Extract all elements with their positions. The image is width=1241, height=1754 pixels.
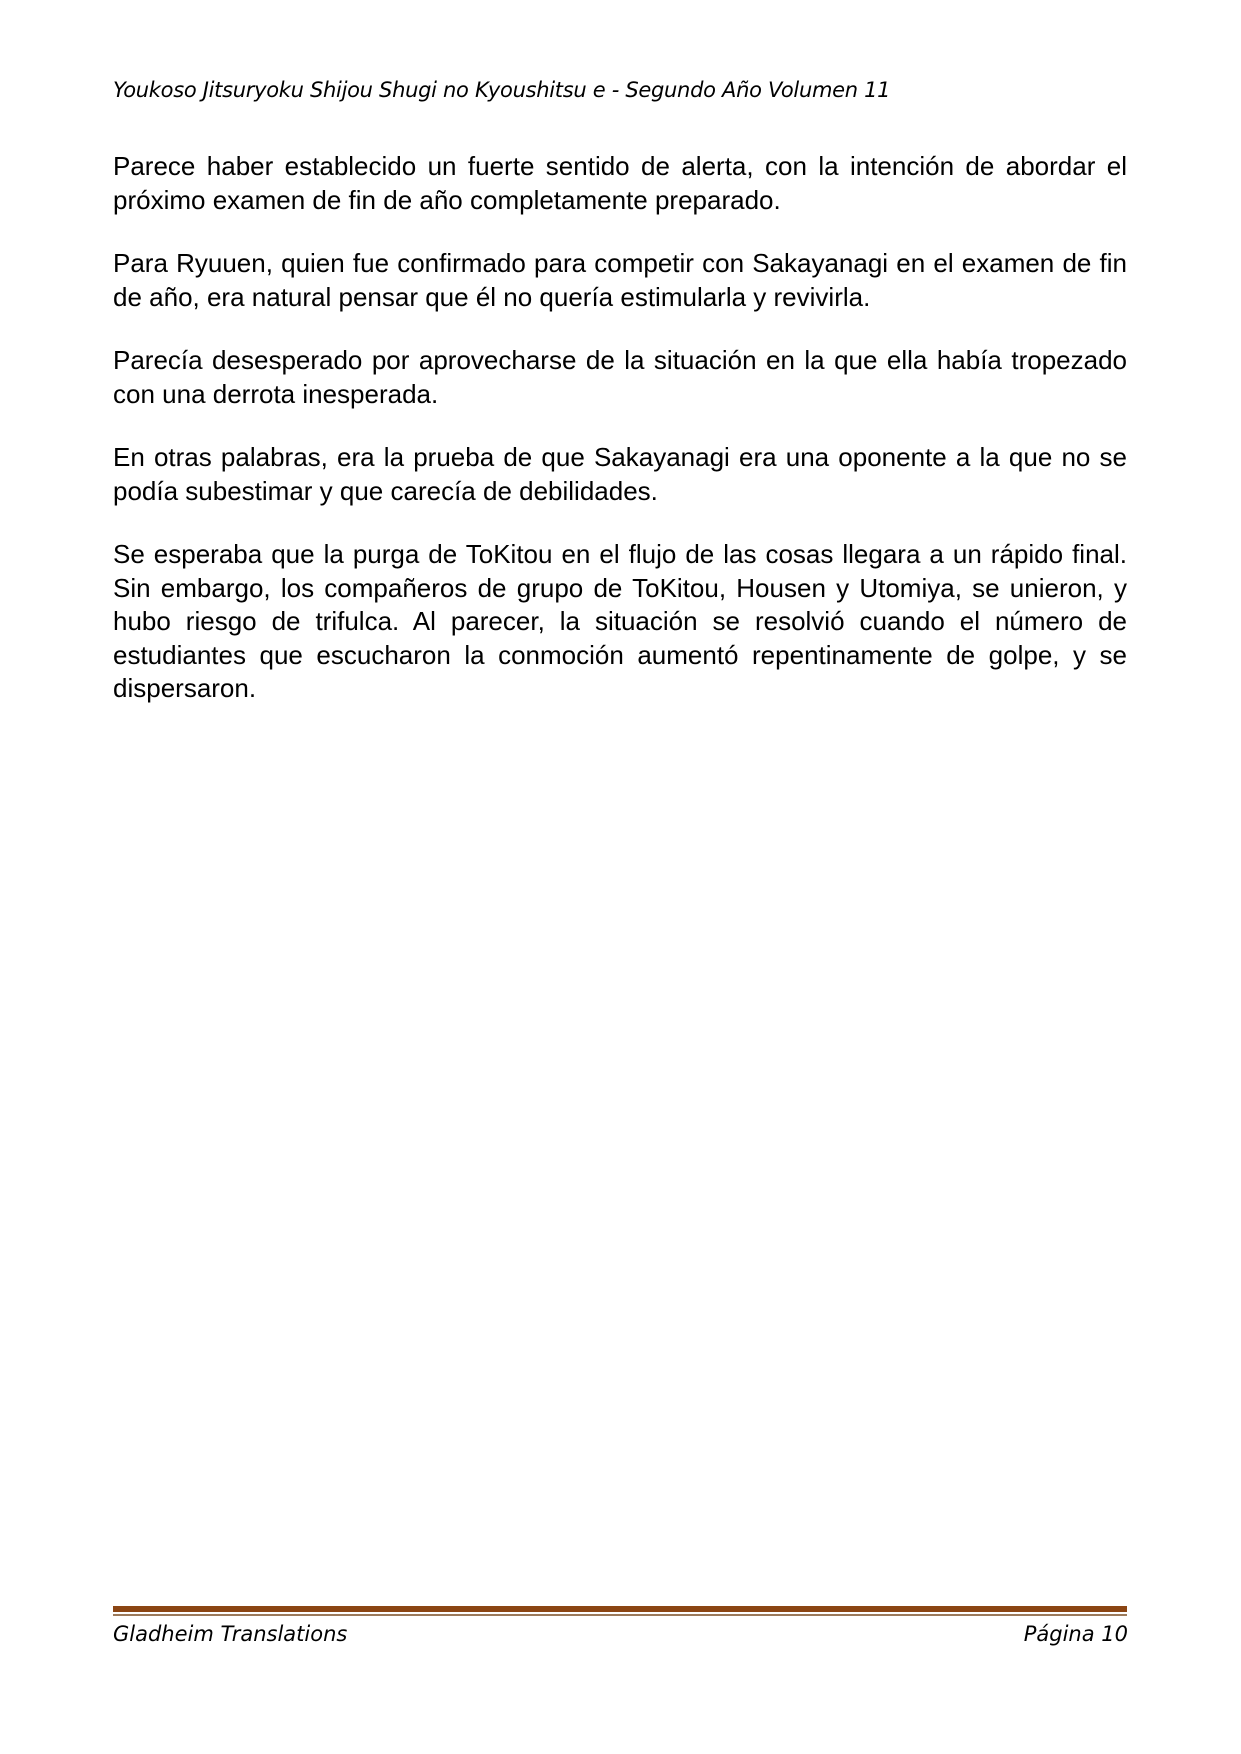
page-number: Página 10 xyxy=(1023,1622,1128,1646)
footer-credit: Gladheim Translations xyxy=(113,1622,348,1646)
paragraph: En otras palabras, era la prueba de que Sakayanagi era una oponente a la que no se podía subestimar y que carecía de debilidades. xyxy=(113,442,1127,506)
paragraph: Parece haber establecido un fuerte sentido de alerta, con la intención de abordar el próximo examen de fin de año completamente preparado. xyxy=(113,151,1127,215)
paragraph: Se esperaba que la purga de ToKitou en el flujo de las cosas llegara a un rápido final. Sin embargo, los compañeros de grupo de ToKitou, Housen y Utomiya, se unieron, y hubo riesgo de trifulca. Al parecer, la situación se resolvió cuando el número de estudiantes que escucharon la conmoción aumentó repentinamente de golpe, y se dispersaron. xyxy=(113,539,1127,703)
paragraph: Parecía desesperado por aprovecharse de la situación en la que ella había tropezado con una derrota inesperada. xyxy=(113,345,1127,409)
footer-divider xyxy=(113,1606,1127,1612)
running-header: Youkoso Jitsuryoku Shijou Shugi no Kyoushitsu e - Segundo Año Volumen 11 xyxy=(113,78,891,102)
body-text xyxy=(113,150,1127,736)
footer-divider-thin xyxy=(113,1614,1127,1616)
paragraph: Para Ryuuen, quien fue confirmado para competir con Sakayanagi en el examen de fin de año, era natural pensar que él no quería estimularla y revivirla. xyxy=(113,248,1127,312)
